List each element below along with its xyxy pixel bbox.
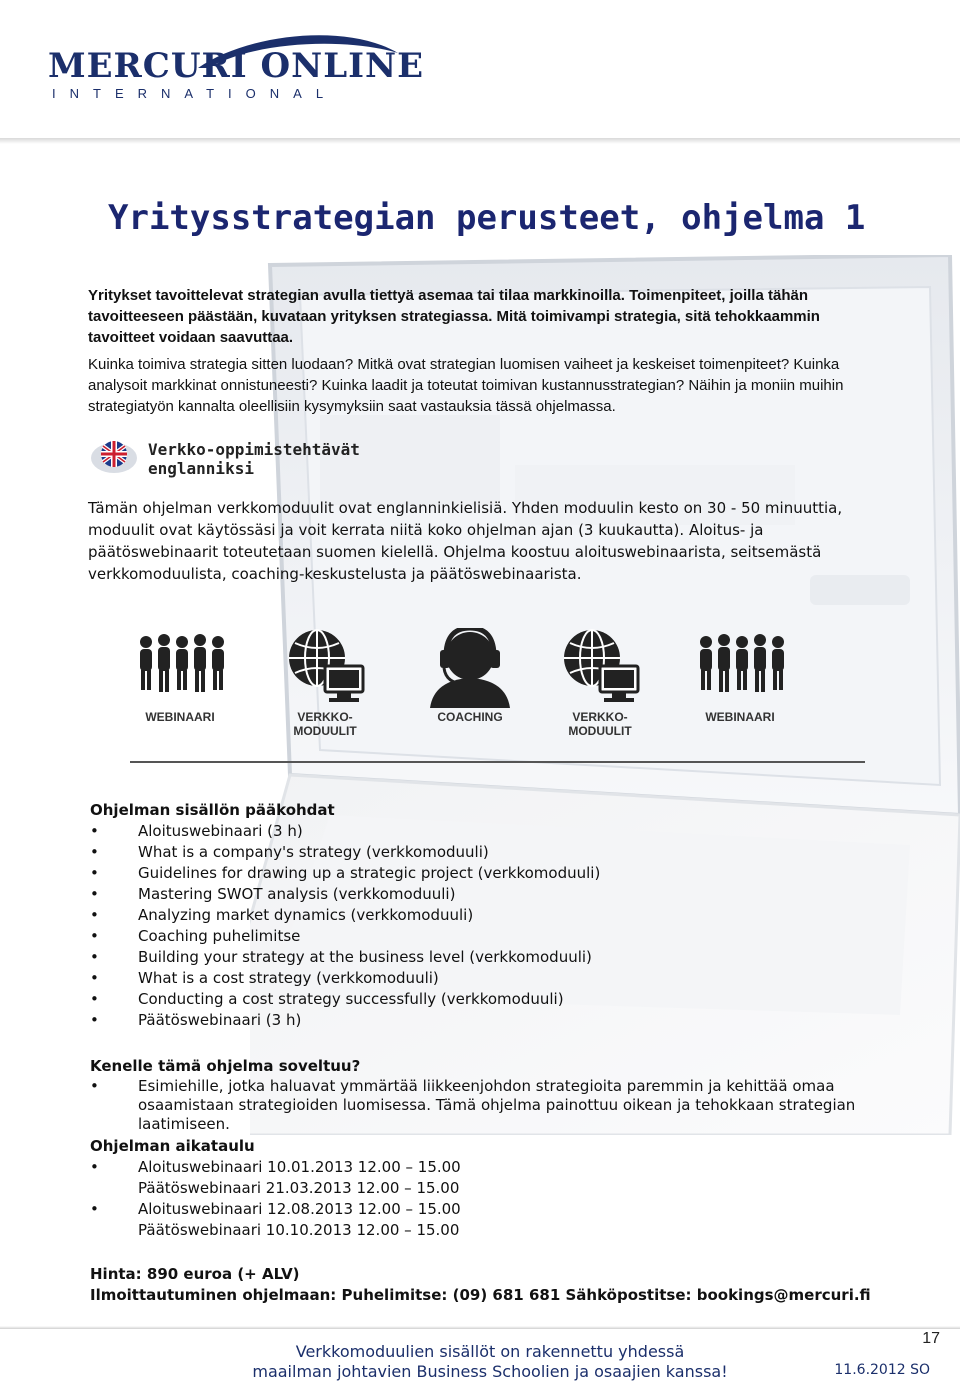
language-badge xyxy=(90,436,390,480)
timeline-item-coaching xyxy=(410,628,530,724)
badge-text xyxy=(148,440,360,478)
list-item: • Building your strategy at the business level (verkkomoduuli) xyxy=(90,948,592,966)
list-item: • Mastering SWOT analysis (verkkomoduuli) xyxy=(90,885,456,903)
list-item-text: What is a cost strategy (verkkomoduuli) xyxy=(138,969,439,987)
timeline-item-modules-2 xyxy=(540,628,660,738)
price-text: Hinta: 890 euroa (+ ALV) xyxy=(90,1265,300,1283)
list-item: • Conducting a cost strategy successfully (verkkomoduuli) xyxy=(90,990,564,1008)
globe-computer-icon xyxy=(265,628,385,708)
intro-paragraph: Kuinka toimiva strategia sitten luodaan? Mitkä ovat strategian luomisen vaiheet ja keskeiset toimenpiteet? Kuinka analysoit markkinat onnistuneesti? Kuinka laadit ja toteutat toimivan kustannusstrategian? Näihin ja moniin muihin strategiatyön kannalta oleellisiin kysymyksiin saat vastauksia tässä ohjelmassa. xyxy=(88,356,844,415)
footer-text xyxy=(230,1342,750,1382)
list-item-text: Päätöswebinaari (3 h) xyxy=(138,1011,302,1029)
list-item-text: Analyzing market dynamics (verkkomoduuli) xyxy=(138,906,474,924)
logo-main-text: MERCURI ONLINE xyxy=(48,46,425,86)
schedule-start-text: Aloituswebinaari 10.01.2013 12.00 – 15.00 xyxy=(138,1158,461,1176)
badge-line2: englanniksi xyxy=(148,459,254,478)
page-number: 17 xyxy=(922,1330,940,1347)
timeline-label: COACHING xyxy=(437,710,503,724)
schedule-item xyxy=(90,1220,910,1241)
people-group-icon xyxy=(120,628,240,698)
list-item: • Päätöswebinaari (3 h) xyxy=(90,1011,302,1029)
contents-heading: Ohjelman sisällön pääkohdat xyxy=(90,801,335,819)
audience-list xyxy=(90,1077,910,1134)
list-item: • Esimiehille, jotka haluavat ymmärtää liikkeenjohdon strategioita paremmin ja kehittää omaa osaamistaan strategioiden luomisessa. Tämä ohjelma painottuu oikean ja tehokkaan strategian laatimiseen. xyxy=(90,1077,856,1133)
list-item: • What is a cost strategy (verkkomoduuli) xyxy=(90,969,439,987)
list-item-text: Guidelines for drawing up a strategic project (verkkomoduuli) xyxy=(138,864,601,882)
list-item: • Analyzing market dynamics (verkkomoduuli) xyxy=(90,906,474,924)
list-item: • Guidelines for drawing up a strategic project (verkkomoduuli) xyxy=(90,864,601,882)
intro-bold-paragraph: Yritykset tavoittelevat strategian avulla tiettyä asemaa tai tilaa markkinoilla. Toimenpiteet, joilla tähän tavoitteeseen päästään, kuvataan yrityksen strategiassa. Mitä toimivampi strategia, sitä tehokkaammin tavoitteet voidaan saavuttaa. xyxy=(88,287,820,346)
intro-text xyxy=(88,285,878,417)
list-item-text: Coaching puhelimitse xyxy=(138,927,301,945)
timeline-item-modules-1 xyxy=(265,628,385,738)
footer-line1: Verkkomoduulien sisällöt on rakennettu yhdessä xyxy=(295,1342,685,1361)
schedule-item: • Aloituswebinaari 10.01.2013 12.00 – 15.00 xyxy=(90,1158,461,1176)
registration-text[interactable]: Ilmoittautuminen ohjelmaan: Puhelimitse: (09) 681 681 Sähköpostitse: bookings@mercuri.fi xyxy=(90,1286,871,1304)
list-item-text: Conducting a cost strategy successfully (verkkomoduuli) xyxy=(138,990,564,1008)
timeline-label: VERKKO- MODUULIT xyxy=(568,710,632,738)
timeline-item-webinar-start xyxy=(120,628,240,724)
timeline-label: WEBINAARI xyxy=(705,710,775,724)
people-group-icon xyxy=(680,628,800,698)
list-item: • Coaching puhelimitse xyxy=(90,927,301,945)
program-description: Tämän ohjelman verkkomoduulit ovat englanninkielisiä. Yhden moduulin kesto on 30 - 50 minuuttia, moduulit ovat käytössäsi ja voit kerrata niitä koko ohjelman ajan (3 kuukautta). Aloitus- ja päätöswebinaarit toteutetaan suomen kielellä. Ohjelma koostuu aloituswebinaarista, seitsemästä verkkomoduulista, coaching-keskustelusta ja päätöswebinaarista. xyxy=(88,499,843,583)
footer-divider xyxy=(0,1326,960,1329)
header-divider xyxy=(0,138,960,144)
schedule-start-text: Aloituswebinaari 12.08.2013 12.00 – 15.00 xyxy=(138,1200,461,1218)
mercuri-logo[interactable] xyxy=(48,28,425,108)
badge-line1: Verkko-oppimistehtävät xyxy=(148,440,360,459)
timeline-label: WEBINAARI xyxy=(145,710,215,724)
headset-person-icon xyxy=(410,628,530,708)
list-item: • Aloituswebinaari (3 h) xyxy=(90,822,303,840)
price-section xyxy=(90,1264,910,1306)
logo-sub-text: INTERNATIONAL xyxy=(52,86,338,101)
list-item-text: Building your strategy at the business level (verkkomoduuli) xyxy=(138,948,592,966)
contents-list xyxy=(90,821,910,1031)
timeline-label: VERKKO- MODUULIT xyxy=(293,710,357,738)
audience-section xyxy=(90,1056,910,1134)
schedule-list xyxy=(90,1157,910,1241)
program-timeline xyxy=(120,628,880,768)
timeline-arrow-line xyxy=(130,761,865,763)
audience-heading: Kenelle tämä ohjelma soveltuu? xyxy=(90,1057,361,1075)
list-item-text: What is a company's strategy (verkkomoduuli) xyxy=(138,843,489,861)
contents-section xyxy=(90,800,910,1031)
schedule-end-text: Päätöswebinaari 21.03.2013 12.00 – 15.00 xyxy=(138,1179,460,1197)
list-item-text: Esimiehille, jotka haluavat ymmärtää liikkeenjohdon strategioita paremmin ja kehittää omaa osaamistaan strategioiden luomisessa. Tämä ohjelma painottuu oikean ja tehokkaan strategian laatimiseen. xyxy=(138,1077,856,1133)
timeline-item-webinar-end xyxy=(680,628,800,724)
list-item-text: Aloituswebinaari (3 h) xyxy=(138,822,303,840)
footer-line2: maailman johtavien Business Schoolien ja osaajien kanssa! xyxy=(252,1362,728,1381)
schedule-end-text: Päätöswebinaari 10.10.2013 12.00 – 15.00 xyxy=(138,1221,460,1239)
page-header xyxy=(0,0,960,140)
schedule-section xyxy=(90,1136,910,1241)
footer-date: 11.6.2012 SO xyxy=(834,1362,930,1378)
list-item: • What is a company's strategy (verkkomoduuli) xyxy=(90,843,489,861)
schedule-item xyxy=(90,1178,910,1199)
page-title: Yritysstrategian perusteet, ohjelma 1 xyxy=(108,198,866,238)
uk-flag-icon xyxy=(90,436,138,476)
globe-computer-icon xyxy=(540,628,660,708)
list-item-text: Mastering SWOT analysis (verkkomoduuli) xyxy=(138,885,456,903)
schedule-item: • Aloituswebinaari 12.08.2013 12.00 – 15.00 xyxy=(90,1200,461,1218)
schedule-heading: Ohjelman aikataulu xyxy=(90,1137,255,1155)
